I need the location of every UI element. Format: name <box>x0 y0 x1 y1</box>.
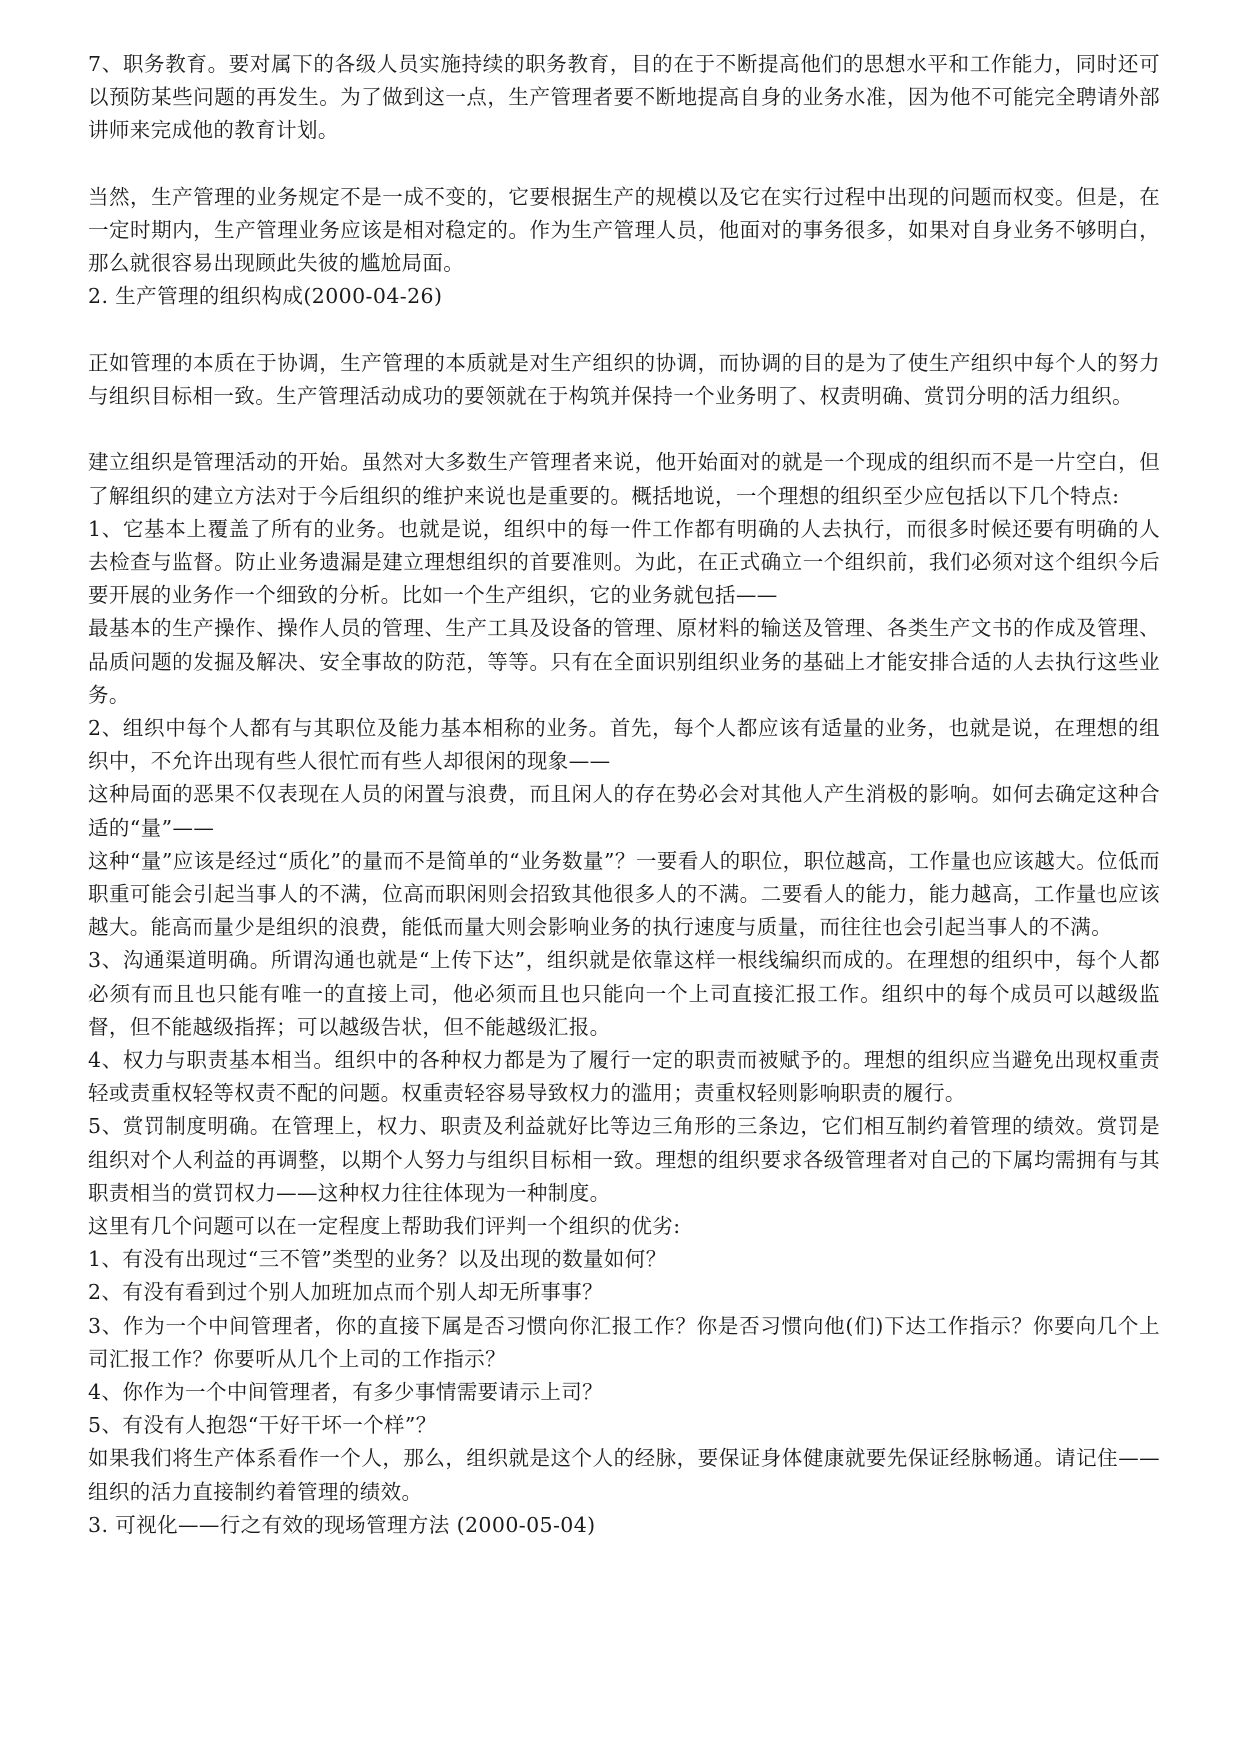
document-page <box>88 48 1160 1542</box>
paragraph-gap <box>88 314 1160 347</box>
paragraph-basic-operations: 最基本的生产操作、操作人员的管理、生产工具及设备的管理、原材料的输送及管理、各类生产文书的作成及管理、品质问题的发掘及解决、安全事故的防范，等等。只有在全面识别组织业务的基础上才能安排合适的人去执行这些业务。 <box>88 616 1160 707</box>
paragraph-gap <box>88 148 1160 181</box>
question-item-5: 5、有没有人抱怨“干好干坏一个样”？ <box>88 1413 437 1438</box>
paragraph-build-organization: 建立组织是管理活动的开始。虽然对大多数生产管理者来说，他开始面对的就是一个现成的组织而不是一片空白，但了解组织的建立方法对于今后组织的维护来说也是重要的。概括地说，一个理想的组织至少应包括以下几个特点: <box>88 450 1160 508</box>
list-item-reward-punishment: 5、赏罚制度明确。在管理上，权力、职责及利益就好比等边三角形的三条边，它们相互制约着管理的绩效。赏罚是组织对个人利益的再调整，以期个人努力与组织目标相一致。理想的组织要求各级管理者对自己的下属均需拥有与其职责相当的赏罚权力——这种权力往往体现为一种制度。 <box>88 1114 1160 1205</box>
question-item-4: 4、你作为一个中间管理者，有多少事情需要请示上司？ <box>88 1380 604 1405</box>
paragraph-conclusion: 如果我们将生产体系看作一个人，那么，组织就是这个人的经脉，要保证身体健康就要先保证经脉畅通。请记住——组织的活力直接制约着管理的绩效。 <box>88 1446 1160 1504</box>
list-item-cover-business: 1、它基本上覆盖了所有的业务。也就是说，组织中的每一件工作都有明确的人去执行，而很多时候还要有明确的人去检查与监督。防止业务遗漏是建立理想组织的首要准则。为此，在正式确立一个组织前，我们必须对这个组织今后要开展的业务作一个细致的分析。比如一个生产组织，它的业务就包括—— <box>88 516 1160 608</box>
list-item-communication: 3、沟通渠道明确。所谓沟通也就是“上传下达”，组织就是依靠这样一根线编织而成的。在理想的组织中，每个人都必须有而且也只能有唯一的直接上司，他必须而且也只能向一个上司直接汇报工作。组织中的每个成员可以越级监督，但不能越级指挥；可以越级告状，但不能越级汇报。 <box>88 948 1160 1039</box>
list-item-matching-workload: 2、组织中每个人都有与其职位及能力基本相称的业务。首先，每个人都应该有适量的业务，也就是说，在理想的组织中，不允许出现有些人很忙而有些人却很闲的现象—— <box>88 716 1160 774</box>
section-heading-3: 3. 可视化——行之有效的现场管理方法 (2000-05-04) <box>88 1512 596 1537</box>
paragraph-quantity-quality: 这种“量”应该是经过“质化”的量而不是简单的“业务数量”？一要看人的职位，职位越高，工作量也应该越大。位低而职重可能会引起当事人的不满，位高而职闲则会招致其他很多人的不满。二要看人的能力，能力越高，工作量也应该越大。能高而量少是组织的浪费，能低而量大则会影响业务的执行速度与质量，而往往也会引起当事人的不满。 <box>88 848 1160 940</box>
paragraph-evaluation-intro: 这里有几个问题可以在一定程度上帮助我们评判一个组织的优劣: <box>88 1214 681 1239</box>
paragraph-job-education: 7、职务教育。要对属下的各级人员实施持续的职务教育，目的在于不断提高他们的思想水平和工作能力，同时还可以预防某些问题的再发生。为了做到这一点，生产管理者要不断地提高自身的业务水准，因为他不可能完全聘请外部讲师来完成他的教育计划。 <box>88 52 1160 143</box>
question-item-1: 1、有没有出现过“三不管”类型的业务？以及出现的数量如何？ <box>88 1247 667 1272</box>
question-item-3: 3、作为一个中间管理者，你的直接下属是否习惯向你汇报工作？你是否习惯向他(们)下达工作指示？你要向几个上司汇报工作？你要听从几个上司的工作指示？ <box>88 1313 1160 1371</box>
paragraph-rules-change: 当然，生产管理的业务规定不是一成不变的，它要根据生产的规模以及它在实行过程中出现的问题而权变。但是，在一定时期内，生产管理业务应该是相对稳定的。作为生产管理人员，他面对的事务很多，如果对自身业务不够明白，那么就很容易出现顾此失彼的尴尬局面。 <box>88 184 1160 276</box>
question-item-2: 2、有没有看到过个别人加班加点而个别人却无所事事？ <box>88 1280 604 1305</box>
paragraph-idle-consequences: 这种局面的恶果不仅表现在人员的闲置与浪费，而且闲人的存在势必会对其他人产生消极的影响。如何去确定这种合适的“量”—— <box>88 782 1160 840</box>
list-item-power-responsibility: 4、权力与职责基本相当。组织中的各种权力都是为了履行一定的职责而被赋予的。理想的组织应当避免出现权重责轻或责重权轻等权责不配的问题。权重责轻容易导致权力的滥用；责重权轻则影响职责的履行。 <box>88 1048 1160 1106</box>
paragraph-coordination: 正如管理的本质在于协调，生产管理的本质就是对生产组织的协调，而协调的目的是为了使生产组织中每个人的努力与组织目标相一致。生产管理活动成功的要领就在于构筑并保持一个业务明了、权责明确、赏罚分明的活力组织。 <box>88 350 1160 408</box>
section-heading-2: 2. 生产管理的组织构成(2000-04-26) <box>88 284 443 309</box>
paragraph-gap <box>88 413 1160 446</box>
